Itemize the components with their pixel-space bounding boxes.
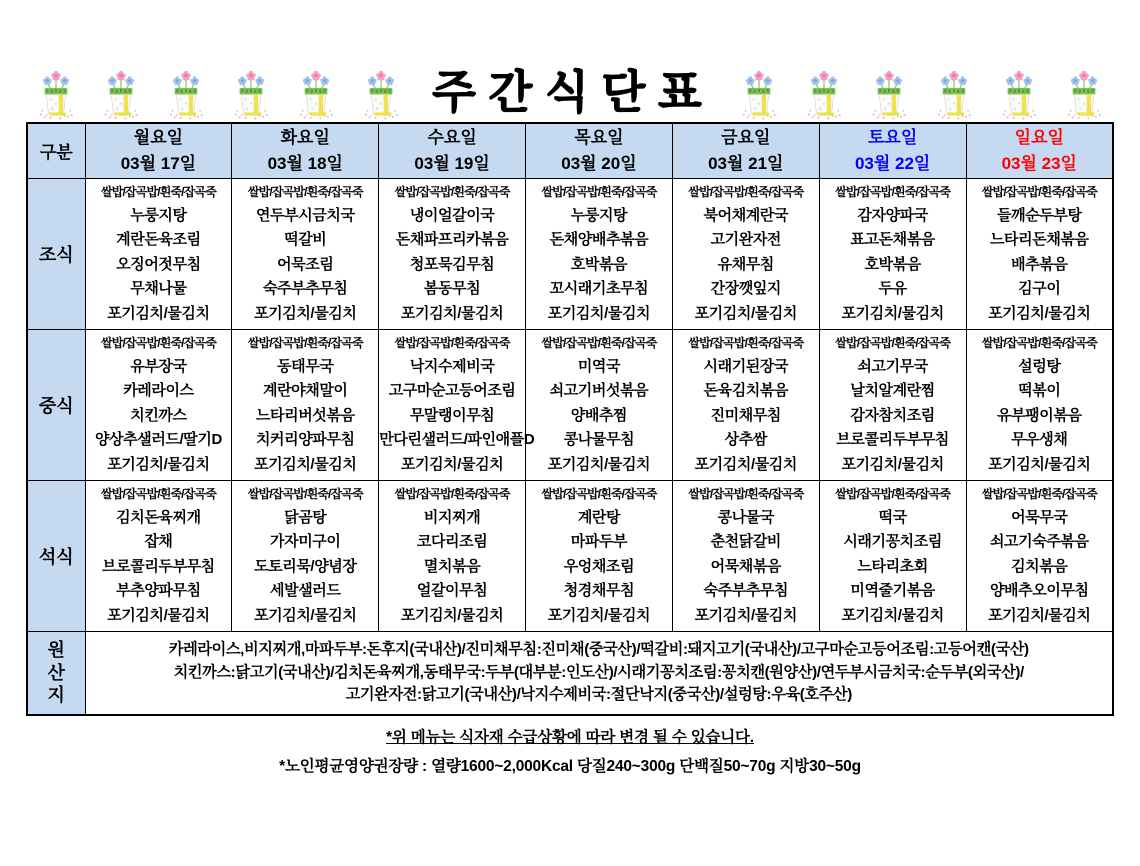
- day-date: 03월 21일: [708, 153, 784, 173]
- table-header-row: [27, 123, 1113, 178]
- menu-table: [26, 122, 1114, 716]
- origin-row: [27, 631, 1113, 715]
- menu-item: 꼬시래기초무침: [549, 280, 649, 298]
- menu-item: 간장깻잎지: [710, 280, 782, 298]
- menu-item: 시래기꽁치조림: [843, 533, 942, 551]
- origin-line: 치킨까스:닭고기(국내산)/김치돈육찌개,동태무국:두부(대부분:인도산)/시래기꽁치조림:꽁치캔(원양산)/연두부시금치국:순두부(외국산)/: [173, 663, 1024, 681]
- menu-item: 느타리돈채볶음: [989, 231, 1089, 249]
- rice-options-line: 쌀밥/잡곡밥/흰죽/잡곡죽: [100, 335, 216, 350]
- menu-item: 마파두부: [570, 533, 628, 551]
- menu-cell-lunch-day-7: [966, 329, 1113, 480]
- rice-options-line: 쌀밥/잡곡밥/흰죽/잡곡죽: [688, 486, 804, 501]
- menu-item: 브로콜리두부무침: [836, 431, 949, 449]
- footer-notes: [0, 725, 1140, 776]
- rice-options-line: 쌀밥/잡곡밥/흰죽/잡곡죽: [981, 486, 1097, 501]
- rice-options-line: 쌀밥/잡곡밥/흰죽/잡곡죽: [541, 335, 657, 350]
- menu-item: 닭곰탕: [284, 508, 327, 526]
- day-date: 03월 18일: [267, 153, 343, 173]
- menu-item: 호박볶음: [864, 255, 921, 273]
- meal-row-breakfast: [27, 178, 1113, 329]
- menu-item: 북어채계란국: [703, 206, 789, 224]
- menu-item: 표고돈채볶음: [850, 231, 935, 249]
- menu-item: 낙지수제비국: [409, 357, 495, 375]
- row-label-breakfast: 조식: [27, 178, 85, 329]
- menu-item: 상추쌈: [724, 431, 767, 449]
- menu-item: 포기김치/물김치: [547, 455, 651, 473]
- day-name: 월요일: [133, 128, 184, 148]
- decor-pots-left: [24, 66, 414, 120]
- day-header-5: [672, 123, 819, 178]
- flower-pot-icon: [362, 68, 400, 120]
- footnote-nutrition-guideline: *노인평균영양권장량 : 열량1600~2,000Kcal 당질240~300g 단백질50~70g 지방30~50g: [279, 758, 861, 775]
- menu-item: 브로콜리두부무침: [102, 557, 215, 575]
- rice-options-line: 쌀밥/잡곡밥/흰죽/잡곡죽: [100, 486, 216, 501]
- rice-options-line: 쌀밥/잡곡밥/흰죽/잡곡죽: [394, 184, 510, 199]
- menu-item: 진미채무침: [710, 406, 782, 424]
- menu-item: 포기김치/물김치: [254, 304, 357, 322]
- rice-options-line: 쌀밥/잡곡밥/흰죽/잡곡죽: [394, 335, 510, 350]
- menu-item: 호박볶음: [570, 255, 628, 273]
- menu-item: 김치돈육찌개: [116, 508, 201, 526]
- rice-options-line: 쌀밥/잡곡밥/흰죽/잡곡죽: [247, 184, 363, 199]
- day-name: 토요일: [868, 128, 918, 148]
- menu-item: 계란야채말이: [262, 382, 348, 400]
- day-date: 03월 17일: [120, 153, 197, 173]
- menu-item: 유부팽이볶음: [997, 406, 1082, 424]
- menu-item: 만다린샐러드/파인애플D: [379, 431, 535, 449]
- menu-item: 오징어젓무침: [116, 255, 201, 273]
- menu-item: 쇠고기버섯볶음: [549, 382, 649, 400]
- menu-item: 배추볶음: [1011, 255, 1068, 273]
- menu-item: 고기완자전: [710, 231, 782, 249]
- menu-item: 떡국: [878, 508, 907, 526]
- rice-options-line: 쌀밥/잡곡밥/흰죽/잡곡죽: [688, 184, 804, 199]
- menu-item: 동태무국: [277, 357, 334, 375]
- menu-item: 느타리초회: [857, 557, 928, 575]
- decor-pots-right: [726, 66, 1116, 120]
- rice-options-line: 쌀밥/잡곡밥/흰죽/잡곡죽: [541, 184, 657, 199]
- rice-options-line: 쌀밥/잡곡밥/흰죽/잡곡죽: [541, 486, 657, 501]
- menu-item: 어묵조림: [277, 255, 334, 273]
- menu-item: 양상추샐러드/딸기D: [94, 431, 222, 449]
- row-label-lunch: 중식: [27, 329, 85, 480]
- menu-item: 청포묵김무침: [409, 255, 495, 273]
- menu-item: 떡볶이: [1018, 382, 1061, 400]
- day-header-3: [379, 123, 526, 178]
- menu-item: 돈육김치볶음: [703, 382, 789, 400]
- menu-item: 숙주부추무침: [262, 280, 348, 298]
- menu-item: 포기김치/물김치: [841, 455, 944, 473]
- rice-options-line: 쌀밥/잡곡밥/흰죽/잡곡죽: [981, 184, 1097, 199]
- menu-item: 포기김치/물김치: [694, 455, 797, 473]
- day-name: 화요일: [280, 128, 330, 148]
- menu-item: 콩나물국: [717, 508, 774, 526]
- flower-pot-icon: [740, 68, 778, 120]
- menu-item: 춘천닭갈비: [710, 533, 782, 551]
- rice-options-line: 쌀밥/잡곡밥/흰죽/잡곡죽: [835, 486, 951, 501]
- menu-cell-lunch-day-1: [85, 329, 232, 480]
- day-name: 금요일: [721, 128, 771, 148]
- origin-line: 고기완자전:닭고기(국내산)/낙지수제비국:절단낙지(중국산)/설렁탕:우육(호주산): [345, 686, 852, 703]
- menu-item: 떡갈비: [284, 231, 327, 249]
- flower-pot-icon: [102, 68, 140, 120]
- menu-item: 치커리양파무침: [255, 431, 355, 449]
- menu-item: 포기김치/물김치: [547, 304, 651, 322]
- menu-cell-dinner-day-7: [966, 480, 1113, 631]
- rice-options-line: 쌀밥/잡곡밥/흰죽/잡곡죽: [100, 184, 216, 199]
- flower-pot-icon: [870, 68, 908, 120]
- day-header-6: [819, 123, 966, 178]
- day-name: 일요일: [1014, 128, 1064, 148]
- menu-item: 누룽지탕: [570, 206, 628, 224]
- menu-item: 포기김치/물김치: [547, 606, 651, 624]
- menu-item: 미역국: [577, 357, 621, 375]
- flower-pot-icon: [935, 68, 973, 120]
- menu-item: 무채나물: [130, 280, 187, 298]
- menu-item: 카레라이스: [123, 382, 194, 400]
- menu-item: 코다리조림: [416, 533, 488, 551]
- menu-item: 무우생채: [1011, 431, 1068, 449]
- menu-item: 양배추오이무침: [989, 582, 1089, 600]
- row-label-origin: [27, 631, 85, 715]
- menu-cell-breakfast-day-7: [966, 178, 1113, 329]
- menu-item: 돈채양배추볶음: [549, 231, 649, 249]
- rice-options-line: 쌀밥/잡곡밥/흰죽/잡곡죽: [688, 335, 804, 350]
- menu-item: 연두부시금치국: [255, 206, 355, 224]
- menu-cell-dinner-day-5: [672, 480, 819, 631]
- menu-item: 치킨까스: [130, 406, 187, 424]
- menu-item: 무말랭이무침: [409, 406, 495, 424]
- day-header-4: [526, 123, 673, 178]
- rice-options-line: 쌀밥/잡곡밥/흰죽/잡곡죽: [835, 184, 951, 199]
- menu-item: 고구마순고등어조림: [388, 382, 516, 400]
- menu-item: 쇠고기숙주볶음: [989, 533, 1089, 551]
- flower-pot-icon: [1000, 68, 1038, 120]
- menu-item: 감자참치조림: [850, 406, 935, 424]
- menu-cell-breakfast-day-1: [85, 178, 232, 329]
- day-name: 수요일: [427, 128, 477, 148]
- menu-cell-lunch-day-5: [672, 329, 819, 480]
- menu-item: 감자양파국: [857, 206, 928, 224]
- menu-item: 우엉채조림: [563, 557, 635, 575]
- menu-item: 부추양파무침: [116, 582, 201, 600]
- rice-options-line: 쌀밥/잡곡밥/흰죽/잡곡죽: [394, 486, 510, 501]
- meal-row-dinner: [27, 480, 1113, 631]
- menu-cell-breakfast-day-6: [819, 178, 966, 329]
- origin-line: 카레라이스,비지찌개,마파두부:돈후지(국내산)/진미채무침:진미채(중국산)/떡갈비:돼지고기(국내산)/고구마순고등어조림:고등어캔(국산): [168, 641, 1029, 658]
- menu-item: 숙주부추무침: [703, 582, 789, 600]
- menu-item: 가자미구이: [270, 533, 341, 551]
- menu-item: 비지찌개: [423, 508, 481, 526]
- menu-item: 청경채무침: [563, 582, 635, 600]
- weekly-menu-page: [0, 62, 1140, 866]
- menu-item: 두유: [878, 280, 907, 298]
- menu-cell-dinner-day-6: [819, 480, 966, 631]
- menu-item: 포기김치/물김치: [988, 455, 1091, 473]
- menu-item: 어묵무국: [1011, 508, 1068, 526]
- menu-item: 양배추찜: [570, 406, 628, 424]
- menu-item: 계란돈육조림: [116, 231, 201, 249]
- menu-item: 잡채: [144, 533, 173, 551]
- menu-item: 포기김치/물김치: [694, 304, 797, 322]
- menu-item: 냉이얼갈이국: [409, 206, 495, 224]
- day-date: 03월 23일: [1001, 153, 1077, 173]
- menu-cell-breakfast-day-3: [379, 178, 526, 329]
- menu-cell-breakfast-day-5: [672, 178, 819, 329]
- origin-cell: [85, 631, 1113, 715]
- menu-item: 포기김치/물김치: [107, 606, 210, 624]
- menu-item: 포기김치/물김치: [988, 606, 1091, 624]
- day-date: 03월 20일: [561, 153, 637, 173]
- menu-item: 느타리버섯볶음: [255, 406, 355, 424]
- page-title: 주간식단표: [431, 66, 715, 117]
- rice-options-line: 쌀밥/잡곡밥/흰죽/잡곡죽: [981, 335, 1097, 350]
- menu-item: 얼갈이무침: [416, 582, 488, 600]
- menu-cell-lunch-day-3: [379, 329, 535, 480]
- menu-item: 포기김치/물김치: [400, 304, 504, 322]
- flower-pot-icon: [1065, 68, 1103, 120]
- meal-row-lunch: [27, 329, 1113, 480]
- menu-item: 포기김치/물김치: [400, 606, 504, 624]
- menu-item: 포기김치/물김치: [841, 606, 944, 624]
- day-header-1: [85, 123, 232, 178]
- menu-item: 들깨순두부탕: [997, 206, 1082, 224]
- flower-pot-icon: [37, 68, 75, 120]
- menu-item: 시래기된장국: [703, 357, 789, 375]
- origin-label-char: 원: [47, 640, 65, 660]
- menu-cell-breakfast-day-2: [232, 178, 379, 329]
- flower-pot-icon: [805, 68, 843, 120]
- menu-item: 포기김치/물김치: [841, 304, 944, 322]
- menu-item: 계란탕: [577, 508, 621, 526]
- menu-cell-lunch-day-6: [819, 329, 966, 480]
- menu-cell-dinner-day-4: [526, 480, 673, 631]
- menu-cell-breakfast-day-4: [526, 178, 673, 329]
- origin-label-char: 지: [47, 685, 65, 705]
- menu-item: 포기김치/물김치: [107, 304, 210, 322]
- menu-item: 김구이: [1018, 280, 1061, 298]
- menu-cell-dinner-day-2: [232, 480, 379, 631]
- menu-item: 포기김치/물김치: [988, 304, 1091, 322]
- row-label-dinner: 석식: [27, 480, 85, 631]
- menu-item: 날치알계란찜: [850, 382, 935, 400]
- rice-options-line: 쌀밥/잡곡밥/흰죽/잡곡죽: [835, 335, 951, 350]
- menu-cell-lunch-day-4: [526, 329, 673, 480]
- menu-item: 누룽지탕: [130, 206, 187, 224]
- day-header-2: [232, 123, 379, 178]
- flower-pot-icon: [167, 68, 205, 120]
- corner-header: 구분: [27, 123, 85, 178]
- day-header-7: [966, 123, 1113, 178]
- day-date: 03월 22일: [854, 153, 931, 173]
- menu-item: 쇠고기무국: [857, 357, 928, 375]
- menu-item: 봄동무침: [423, 280, 481, 298]
- flower-pot-icon: [297, 68, 335, 120]
- menu-item: 멸치볶음: [423, 557, 481, 575]
- menu-item: 김치볶음: [1011, 557, 1068, 575]
- menu-cell-dinner-day-3: [379, 480, 526, 631]
- menu-item: 콩나물무침: [563, 431, 635, 449]
- menu-item: 어묵채볶음: [710, 557, 782, 575]
- menu-item: 포기김치/물김치: [254, 606, 357, 624]
- origin-label-char: 산: [47, 662, 65, 683]
- menu-item: 유부장국: [130, 357, 187, 375]
- footnote-change-notice: *위 메뉴는 식자재 수급상황에 따라 변경 될 수 있습니다.: [386, 729, 754, 746]
- menu-item: 포기김치/물김치: [694, 606, 797, 624]
- menu-item: 도토리묵/양념장: [254, 557, 357, 575]
- day-date: 03월 19일: [414, 153, 490, 173]
- rice-options-line: 쌀밥/잡곡밥/흰죽/잡곡죽: [247, 486, 363, 501]
- menu-item: 포기김치/물김치: [107, 455, 210, 473]
- flower-pot-icon: [232, 68, 270, 120]
- menu-item: 세발샐러드: [270, 582, 341, 600]
- rice-options-line: 쌀밥/잡곡밥/흰죽/잡곡죽: [247, 335, 363, 350]
- menu-item: 포기김치/물김치: [400, 455, 504, 473]
- day-name: 목요일: [574, 128, 624, 148]
- menu-item: 미역줄기볶음: [850, 582, 935, 600]
- menu-cell-dinner-day-1: [85, 480, 232, 631]
- menu-item: 설렁탕: [1018, 357, 1061, 375]
- menu-item: 돈채파프리카볶음: [395, 231, 509, 249]
- menu-cell-lunch-day-2: [232, 329, 379, 480]
- menu-item: 포기김치/물김치: [254, 455, 357, 473]
- decor-row: [24, 62, 1116, 120]
- menu-item: 유채무침: [717, 255, 774, 273]
